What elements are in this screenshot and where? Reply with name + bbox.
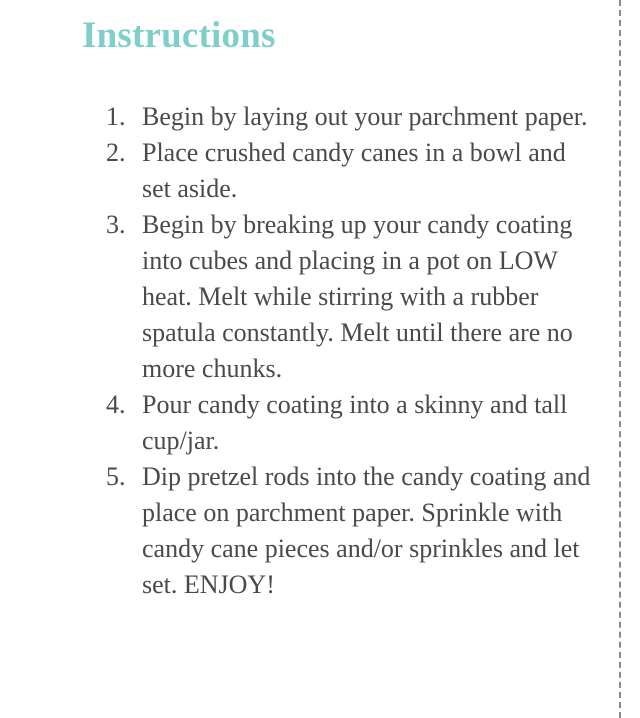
step-text: Pour candy coating into a skinny and tall cup/jar. — [142, 390, 568, 455]
list-item — [0, 387, 600, 459]
list-item — [0, 135, 600, 207]
step-number: 1. — [106, 102, 126, 131]
instructions-heading: Instructions — [82, 15, 276, 56]
step-number: 4. — [106, 390, 126, 419]
list-item — [0, 207, 600, 387]
list-item — [0, 99, 600, 135]
step-number: 3. — [106, 210, 126, 239]
instructions-list — [0, 99, 600, 603]
step-text: Dip pretzel rods into the candy coating and place on parchment paper. Sprinkle with candy cane pieces and/or sprinkles and let set. ENJOY! — [142, 462, 591, 599]
step-text: Begin by laying out your parchment paper. — [142, 102, 588, 131]
step-text: Place crushed candy canes in a bowl and set aside. — [142, 138, 566, 203]
step-number: 2. — [106, 138, 126, 167]
step-text: Begin by breaking up your candy coating into cubes and placing in a pot on LOW heat. Melt while stirring with a rubber spatula constantly. Melt until there are no more chunks. — [142, 210, 573, 383]
step-number: 5. — [106, 462, 126, 491]
list-item — [0, 459, 600, 603]
dashed-divider — [619, 0, 621, 718]
